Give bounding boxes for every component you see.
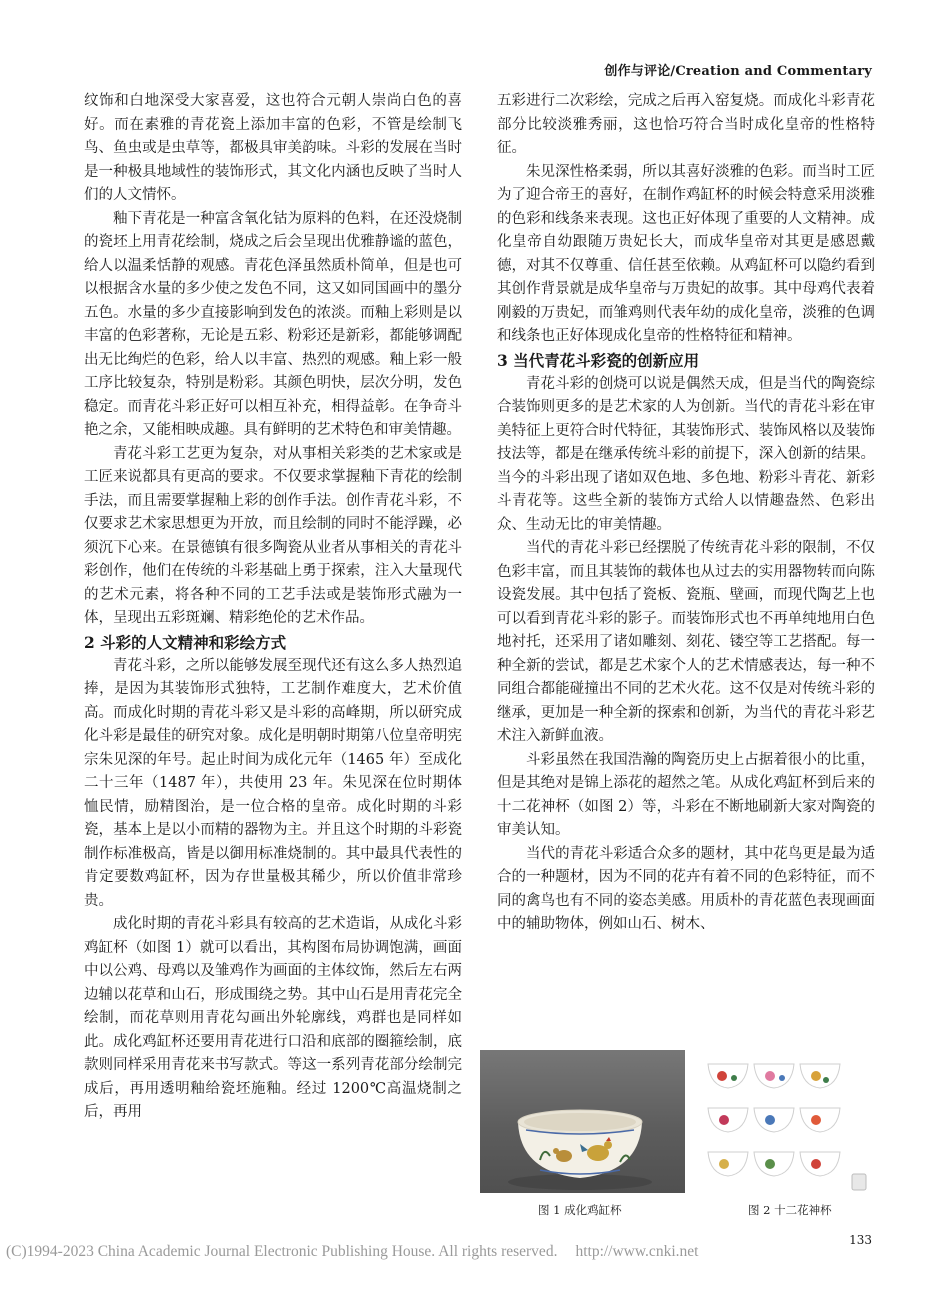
- paragraph: 青花斗彩工艺更为复杂，对从事相关彩类的艺术家或是工匠来说都具有更高的要求。不仅要求掌握釉下青花的绘制手法，而且需要掌握釉上彩的创作手法。创作青花斗彩，不仅要求艺术家思想更为开放，而且绘制的同时不能浮躁，必须沉下心来。在景德镇有很多陶瓷从业者从事相关的青花斗彩创作，他们在传统的斗彩基础上勇于探索，注入大量现代的艺术元素，将各种不同的工艺手法或是装饰形式融为一体，呈现出五彩斑斓、精彩绝伦的艺术作品。: [84, 445, 462, 626]
- paragraph: 当代的青花斗彩适合众多的题材，其中花鸟更是最为适合的一种题材，因为不同的花卉有着不同的色彩特征，而不同的禽鸟也有不同的姿态美感。用质朴的青花蓝色表现画面中的辅助物体，例如山石、树木、: [497, 845, 875, 932]
- paragraph: 朱见深性格柔弱，所以其喜好淡雅的色彩。而当时工匠为了迎合帝王的喜好，在制作鸡缸杯的时候会特意采用淡雅的色彩和线条来表现。这也正好体现了重要的人文精神。成化皇帝自幼跟随万贵妃长大，而成华皇帝对其更是感恩戴德，对其不仅尊重、信任甚至依赖。从鸡缸杯可以隐约看到其创作背景就是成华皇帝与万贵妃的故事。其中母鸡代表着刚毅的万贵妃，而雏鸡则代表年幼的成化皇帝，淡雅的色调和线条也正好体现成化皇帝的性格特征和精神。: [497, 163, 875, 344]
- paragraph: 五彩进行二次彩绘，完成之后再入窑复烧。而成化斗彩青花部分比较淡雅秀丽，这也恰巧符合当时成化皇帝的性格特征。: [497, 93, 875, 156]
- figure-2-caption: 图 2 十二花神杯: [748, 1203, 832, 1217]
- journal-section-header: 创作与评论/Creation and Commentary: [604, 64, 872, 79]
- chicken-cup-photo: [480, 1050, 685, 1193]
- paragraph: 成化时期的青花斗彩具有较高的艺术造诣，从成化斗彩鸡缸杯（如图 1）就可以看出，其构图布局协调饱满，画面中以公鸡、母鸡以及雏鸡作为画面的主体纹饰，然后左右两边辅以花草和山石，形成围绕之势。其中山石是用青花完全绘制，而花草则用青花勾画出外轮廓线，鸡群也是同样如此。成化鸡缸杯还要用青花进行口沿和底部的圈箍绘制，底款则同样采用青花来书写款式。等这一系列青花部分绘制完成后，再用透明釉给瓷坯施釉。经过 1200℃高温烧制之后，再用: [84, 916, 462, 1120]
- page-number: 133: [849, 1233, 872, 1247]
- flower-cups-illustration: [700, 1050, 875, 1193]
- section-heading: 3 当代青花斗彩瓷的创新应用: [497, 350, 700, 370]
- paragraph: 青花斗彩的创烧可以说是偶然天成，但是当代的陶瓷综合装饰则更多的是艺术家的人为创新。当代的青花斗彩在审美特征上更符合时代特征，其装饰形式、装饰风格以及装饰技法等，都是在继承传统斗彩的前提下，深入创新的结果。当今的斗彩出现了诸如双色地、多色地、粉彩斗青花、新彩斗青花等。这些全新的装饰方式给人以情趣盎然、色彩出众、生动无比的审美情趣。: [497, 375, 875, 533]
- paragraph: 釉下青花是一种富含氧化钴为原料的色料，在还没烧制的瓷坯上用青花绘制，烧成之后会呈现出优雅静谧的蓝色，给人以温柔恬静的观感。青花色泽虽然质朴简单，但是也可以根据含水量的多少使之发色不同，这又如同国画中的墨分五色。水量的多少直接影响到发色的浓淡。而釉上彩则是以丰富的色彩著称，无论是五彩、粉彩还是新彩，都能够调配出无比绚烂的色彩，给人以丰富、热烈的观感。釉上彩一般工序比较复杂，特别是粉彩。其颜色明快，层次分明，发色稳定。而青花斗彩正好可以相互补充，相得益彰。在争奇斗艳之余，又能相映成趣。具有鲜明的艺术特色和审美情趣。: [84, 210, 462, 438]
- twelve-flower-cups-photo: [700, 1050, 875, 1193]
- copyright-text: (C)1994-2023 China Academic Journal Electronic Publishing House. All rights reserved.: [6, 1243, 558, 1260]
- left-column: [84, 90, 462, 1125]
- paragraph: 斗彩虽然在我国浩瀚的陶瓷历史上占据着很小的比重，但是其绝对是锦上添花的超然之笔。从成化鸡缸杯到后来的十二花神杯（如图 2）等，斗彩在不断地刷新大家对陶瓷的审美认知。: [497, 751, 875, 838]
- figure-1-caption: 图 1 成化鸡缸杯: [538, 1203, 622, 1217]
- footer-url[interactable]: http://www.cnki.net: [575, 1243, 699, 1260]
- paragraph: 纹饰和白地深受大家喜爱，这也符合元朝人崇尚白色的喜好。而在素雅的青花瓷上添加丰富的色彩，不管是绘制飞鸟、鱼虫或是虫草等，都极具审美韵味。斗彩的发展在当时是一种极具地域性的装饰形式，其文化内涵也反映了当时人们的人文情怀。: [84, 93, 462, 203]
- right-column: [497, 90, 875, 937]
- section-heading: 2 斗彩的人文精神和彩绘方式: [84, 632, 287, 652]
- figures-area: [480, 1050, 875, 1220]
- paragraph: 青花斗彩，之所以能够发展至现代还有这么多人热烈追捧，是因为其装饰形式独特，工艺制作难度大，艺术价值高。而成化时期的青花斗彩又是斗彩的高峰期，所以研究成化斗彩是最佳的研究对象。成化是明朝时期第八位皇帝明宪宗朱见深的年号。起止时间为成化元年（1465 年）至成化二十三年（1487 年），共使用 23 年。朱见深在位时期体恤民情，励精图治，是一位合格的皇帝。成化时期的斗彩瓷，基本上是以小而精的器物为主。并且这个时期的斗彩瓷制作标准极高，皆是以御用标准烧制的。其中最具代表性的肯定要数鸡缸杯，因为存世量极其稀少，所以价值非常珍贵。: [84, 657, 462, 909]
- chicken-cup-illustration: [480, 1050, 685, 1193]
- copyright-footer: [6, 1243, 698, 1261]
- paragraph: 当代的青花斗彩已经摆脱了传统青花斗彩的限制，不仅色彩丰富，而且其装饰的载体也从过去的实用器物转而向陈设瓷发展。其中包括了瓷板、瓷瓶、壁画，而现代陶艺上也可以看到青花斗彩的影子。而装饰形式也不再单纯地用白色地衬托，还采用了诸如雕刻、刻花、镂空等工艺搭配。每一种全新的尝试，都是艺术家个人的艺术情感表达，每一种不同组合都能碰撞出不同的艺术火花。这不仅是对传统斗彩的继承，更加是一种全新的探索和创新，为当代的青花斗彩艺术注入新鲜血液。: [497, 540, 875, 744]
